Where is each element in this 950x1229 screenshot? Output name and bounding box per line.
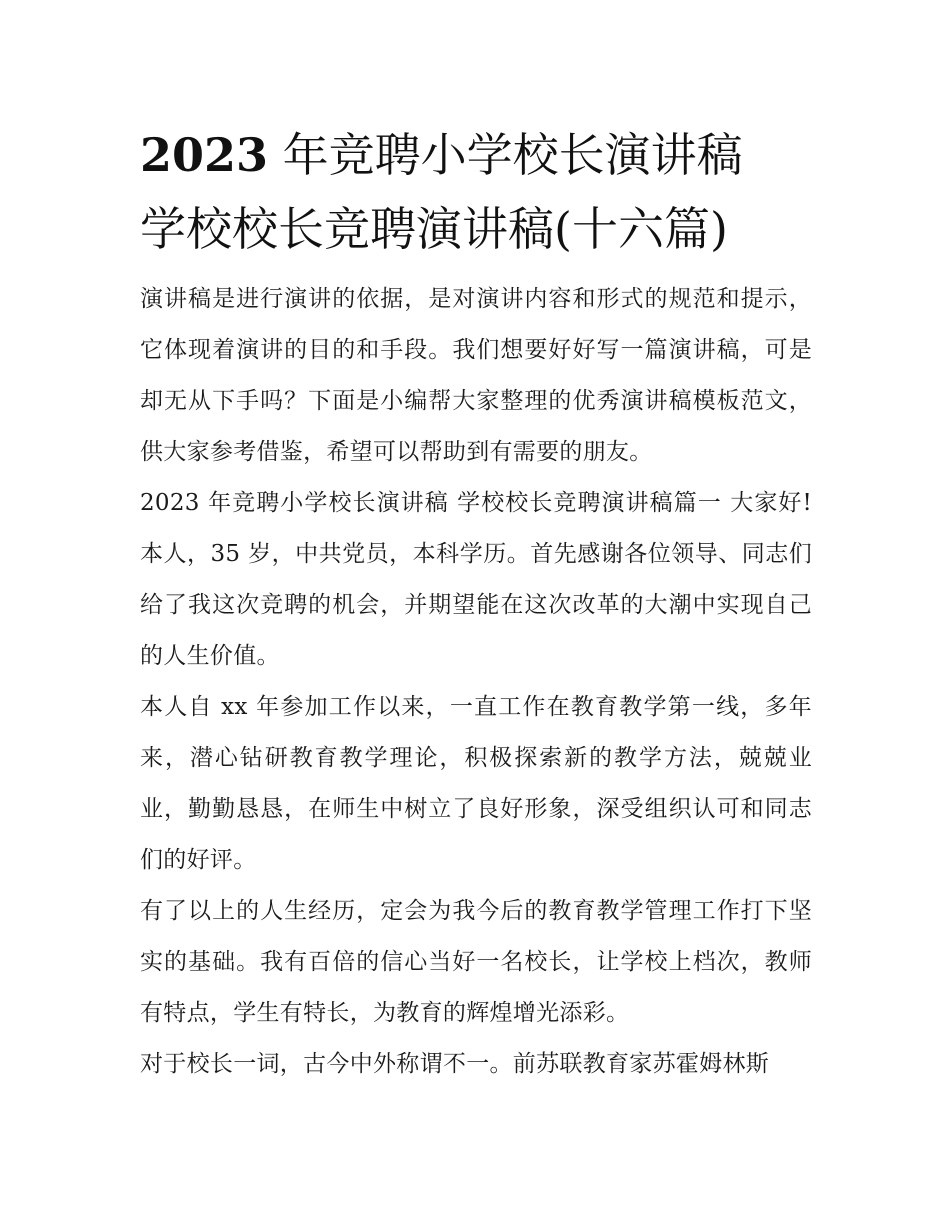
paragraph-principal-title: 对于校长一词，古今中外称谓不一。前苏联教育家苏霍姆林斯 xyxy=(140,1051,770,1077)
title-line-1-text: 年竞聘小学校长演讲稿 xyxy=(268,128,743,182)
document-title xyxy=(140,118,812,266)
title-line-1 xyxy=(140,118,812,192)
document-content xyxy=(140,118,812,1090)
document-body xyxy=(140,274,812,1090)
paragraph-confidence: 有了以上的人生经历，定会为我今后的教育教学管理工作打下坚实的基础。我有百倍的信心当好一名校长，让学校上档次，教师有特点，学生有特长，为教育的辉煌增光添彩。 xyxy=(140,898,812,1026)
paragraph-self-introduction: 2023 年竞聘小学校长演讲稿 学校校长竞聘演讲稿篇一 大家好!本人，35 岁，中共党员，本科学历。首先感谢各位领导、同志们给了我这次竞聘的机会，并期望能在这次改革的大潮中实现自己的人生价值。 xyxy=(140,490,812,669)
title-line-2: 学校校长竞聘演讲稿(十六篇) xyxy=(140,202,728,256)
title-year: 2023 xyxy=(140,128,269,182)
paragraph-work-experience: 本人自 xx 年参加工作以来，一直工作在教育教学第一线，多年来，潜心钻研教育教学理论，积极探索新的教学方法，兢兢业业，勤勤恳恳，在师生中树立了良好形象，深受组织认可和同志们的好评。 xyxy=(140,694,812,873)
paragraph-intro: 演讲稿是进行演讲的依据，是对演讲内容和形式的规范和提示，它体现着演讲的目的和手段。我们想要好好写一篇演讲稿，可是却无从下手吗？下面是小编帮大家整理的优秀演讲稿模板范文，供大家参考借鉴，希望可以帮助到有需要的朋友。 xyxy=(140,286,812,465)
